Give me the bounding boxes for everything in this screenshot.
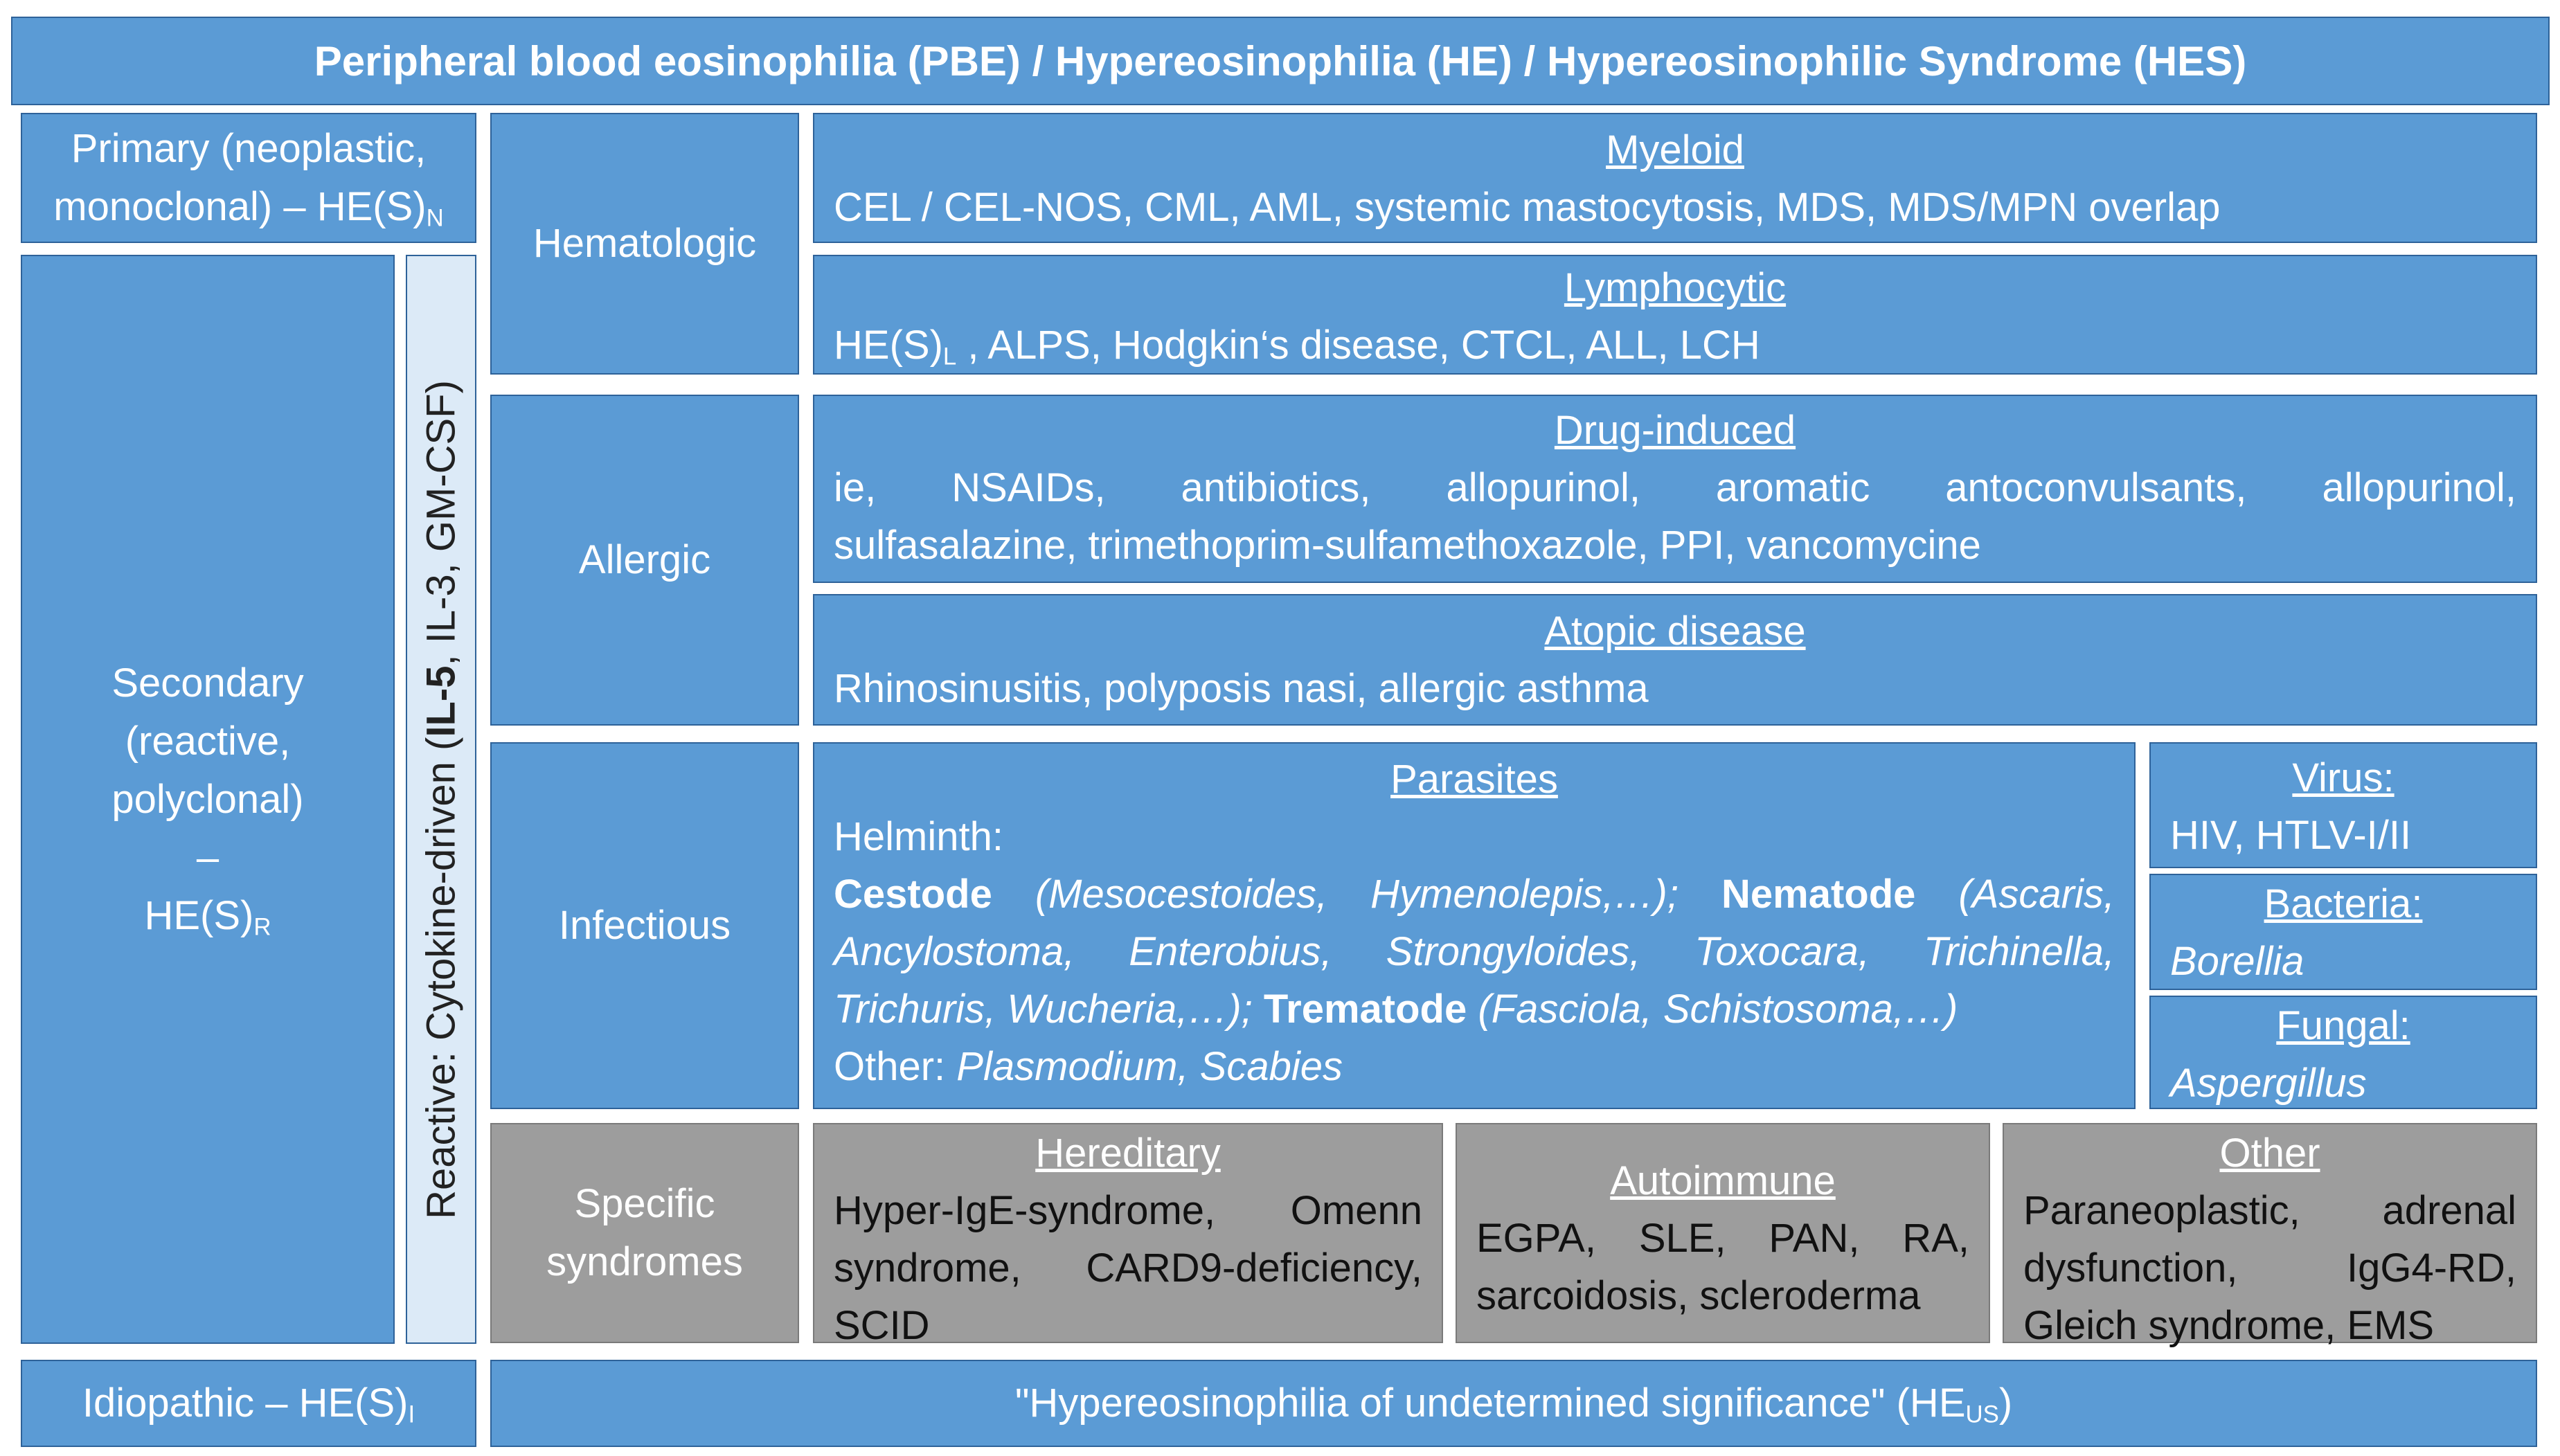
myeloid-text: CEL / CEL-NOS, CML, AML, systemic mastocytosis, MDS, MDS/MPN overlap bbox=[834, 185, 2221, 230]
heus-box bbox=[490, 1360, 2537, 1447]
diagram-title-bar bbox=[11, 17, 2550, 105]
virus-box bbox=[2149, 742, 2537, 868]
category-allergic bbox=[490, 395, 799, 726]
drug-induced-box bbox=[813, 395, 2537, 583]
category-specific-line1: Specific bbox=[574, 1181, 715, 1226]
virus-title: Virus: bbox=[2292, 755, 2395, 800]
secondary-line2: (reactive, bbox=[125, 718, 291, 764]
category-specific-syndromes bbox=[490, 1123, 799, 1343]
idiopathic-box bbox=[21, 1360, 476, 1447]
atopic-disease-title: Atopic disease bbox=[1544, 609, 1806, 654]
secondary-box bbox=[21, 255, 395, 1344]
category-specific-line2: syndromes bbox=[546, 1239, 743, 1284]
drug-induced-line2: sulfasalazine, trimethoprim-sulfamethoxazole, PPI, vancomycine bbox=[834, 523, 1981, 568]
idiopathic-label: Idiopathic – $HE(S)_I$ bbox=[82, 1381, 415, 1428]
fungal-text: Aspergillus bbox=[2170, 1061, 2367, 1106]
hereditary-title: Hereditary bbox=[1035, 1131, 1221, 1176]
parasites-box bbox=[813, 742, 2136, 1109]
reactive-cytokine-box bbox=[406, 255, 476, 1344]
secondary-line4: – bbox=[196, 834, 220, 880]
secondary-line1: Secondary bbox=[111, 660, 304, 705]
primary-label-line2: monoclonal) – $HE(S)_N$ bbox=[53, 184, 444, 232]
bacteria-title: Bacteria: bbox=[2264, 881, 2423, 926]
lymphocytic-text: $HE(S)_L$ , ALPS, Hodgkin‘s disease, CTCL, ALL, LCH bbox=[834, 323, 1760, 370]
other-box bbox=[2003, 1123, 2537, 1348]
category-allergic-label: Allergic bbox=[578, 537, 711, 582]
lymphocytic-box bbox=[813, 255, 2537, 375]
myeloid-box bbox=[813, 113, 2537, 243]
bacteria-box bbox=[2149, 874, 2537, 990]
category-hematologic bbox=[490, 113, 799, 375]
hereditary-text: Hyper-IgE-syndrome, Omenn syndrome, CARD9-deficiency, SCID bbox=[834, 1188, 1422, 1348]
virus-text: HIV, HTLV-I/II bbox=[2170, 813, 2412, 858]
other-text: Paraneoplastic, adrenal dysfunction, IgG4-RD, Gleich syndrome, EMS bbox=[2023, 1188, 2516, 1348]
fungal-box bbox=[2149, 996, 2537, 1109]
primary-box bbox=[21, 113, 476, 243]
drug-induced-title: Drug-induced bbox=[1554, 408, 1796, 453]
autoimmune-text: EGPA, SLE, PAN, RA, sarcoidosis, scleroderma bbox=[1476, 1216, 1969, 1318]
atopic-disease-box bbox=[813, 594, 2537, 726]
fungal-title: Fungal: bbox=[2276, 1003, 2410, 1048]
drug-induced-line1: ie, NSAIDs, antibiotics, allopurinol, aromatic antoconvulsants, allopurinol, bbox=[834, 465, 2516, 510]
parasites-title: Parasites bbox=[1390, 757, 1558, 802]
parasites-other: Other: Plasmodium, Scabies bbox=[834, 1044, 1343, 1089]
autoimmune-title: Autoimmune bbox=[1610, 1158, 1836, 1203]
secondary-line5: $HE(S)_R$ bbox=[144, 892, 271, 941]
reactive-cytokine-label: Reactive: Cytokine-driven (IL-5, IL-3, GM-CSF) bbox=[418, 379, 464, 1219]
parasites-helminth: Helminth: bbox=[834, 814, 1003, 859]
category-hematologic-label: Hematologic bbox=[532, 221, 757, 266]
heus-label: "Hypereosinophilia of undetermined significance" $(HE_{US})$ bbox=[1014, 1381, 2013, 1428]
primary-label-line1: Primary (neoplastic, bbox=[71, 126, 427, 171]
hereditary-box bbox=[813, 1123, 1443, 1348]
secondary-line3: polyclonal) bbox=[111, 776, 304, 822]
lymphocytic-title: Lymphocytic bbox=[1564, 265, 1787, 310]
category-infectious-label: Infectious bbox=[558, 903, 731, 948]
myeloid-title: Myeloid bbox=[1606, 127, 1744, 172]
bacteria-text: Borellia bbox=[2170, 939, 2304, 984]
category-infectious bbox=[490, 742, 799, 1109]
atopic-disease-text: Rhinosinusitis, polyposis nasi, allergic asthma bbox=[834, 666, 1649, 711]
autoimmune-box bbox=[1456, 1123, 1990, 1343]
other-title: Other bbox=[2219, 1131, 2320, 1176]
diagram-title: Peripheral blood eosinophilia (PBE) / Hypereosinophilia (HE) / Hypereosinophilic Syndrome (HES) bbox=[314, 37, 2247, 84]
parasites-detail: Cestode (Mesocestoides, Hymenolepis,…); Nematode (Ascaris, Ancylostoma, Enterobius, Strongyloides, Toxocara, Trichinella, Trichuris, Wucheria,…); Trematode (Fasciola, Schistosoma,…) bbox=[834, 872, 2115, 1032]
